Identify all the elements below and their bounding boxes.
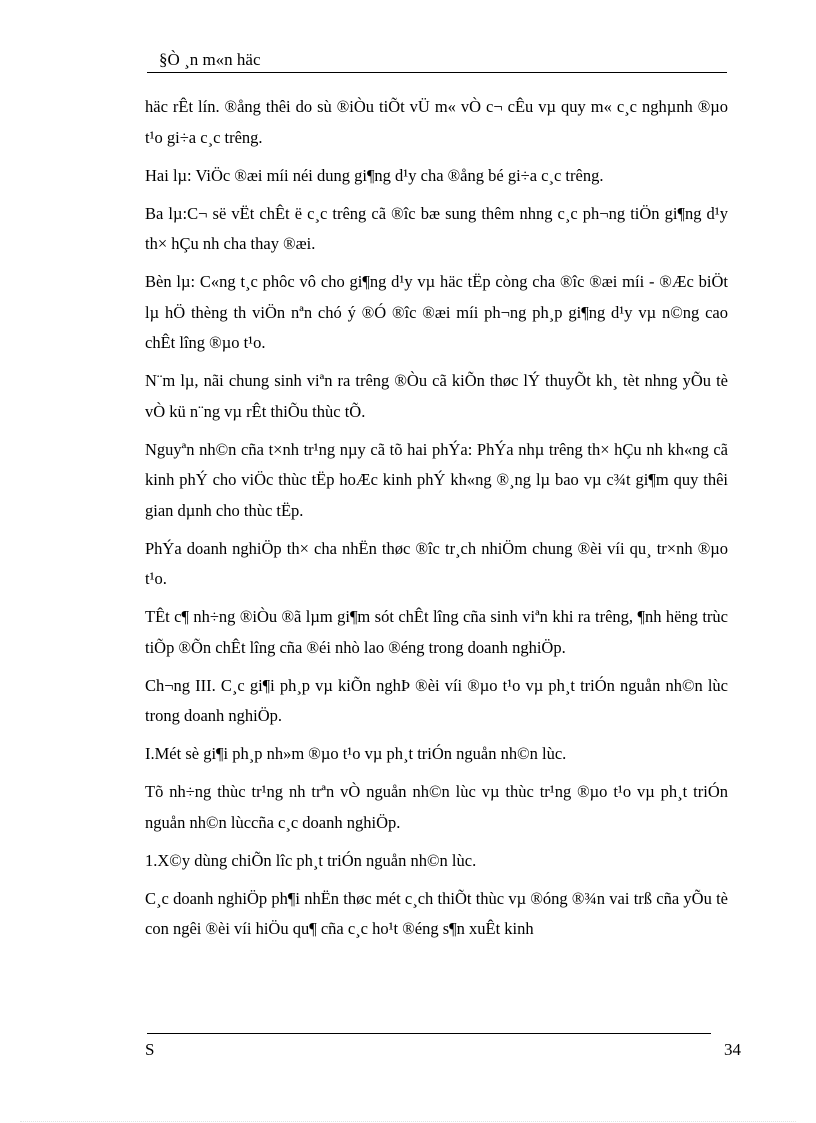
header-title: §Ò ¸n m«n häc — [159, 50, 261, 69]
paragraph: Bèn lµ: C«ng t¸c phôc vô cho gi¶ng d¹y vµ häc tËp còng cha ®îc ®æi míi - ®Æc biÖt lµ hÖ thèng th viÖn nªn chó ý ®Ó ®îc ®æi míi ph¬ng ph¸p gi¶ng d¹y vµ n©ng cao chÊt lîng ®µo t¹o. — [145, 272, 728, 352]
page-bottom-border — [20, 1121, 796, 1122]
paragraph: Tõ nh÷ng thùc tr¹ng nh trªn vÒ nguån nh©n lùc vµ thùc tr¹ng ®µo t¹o vµ ph¸t triÓn nguån nh©n lùccña c¸c doanh nghiÖp. — [145, 782, 728, 832]
section-heading: I.Mét sè gi¶i ph¸p nh»m ®µo t¹o vµ ph¸t triÓn nguån nh©n lùc. — [145, 744, 567, 763]
paragraph: PhÝa doanh nghiÖp th× cha nhËn thøc ®îc tr¸ch nhiÖm chung ®èi víi qu¸ tr×nh ®µo t¹o. — [145, 538, 728, 588]
paragraph: Hai lµ: ViÖc ®æi míi néi dung gi¶ng d¹y cha ®ång bé gi÷a c¸c trêng. — [145, 165, 604, 185]
subsection-heading: 1.X©y dùng chiÕn lîc ph¸t triÓn nguån nh©n lùc. — [145, 850, 477, 870]
paragraph: C¸c doanh nghiÖp ph¶i nhËn thøc mét c¸ch thiÕt thùc vµ ®óng ®¾n vai trß cña yÕu tè con ngêi ®èi víi hiÖu qu¶ cña c¸c ho¹t ®éng s¶n xuÊt kinh — [145, 888, 728, 938]
body-text — [145, 92, 728, 952]
page-header — [147, 50, 727, 73]
footer-left-text: S — [145, 1040, 155, 1059]
paragraph: häc rÊt lín. ®ång thêi do sù ®iÒu tiÕt vÜ m« vÒ c¬ cÊu vµ quy m« c¸c nghµnh ®µo t¹o gi÷a c¸c trêng. — [145, 97, 728, 147]
chapter-heading: Ch¬ng III. C¸c gi¶i ph¸p vµ kiÕn nghÞ ®èi víi ®µo t¹o vµ ph¸t triÓn nguån nh©n lùc trong doanh nghiÖp. — [145, 675, 728, 725]
paragraph: Nguyªn nh©n cña t×nh tr¹ng nµy cã tõ hai phÝa: PhÝa nhµ trêng th× hÇu nh kh«ng cã kinh phÝ cho viÖc thùc tËp hoÆc kinh phÝ kh«ng ®¸ng lµ bao vµ c¾t gi¶m quy thêi gian dµnh cho thùc tËp. — [145, 439, 728, 520]
paragraph: N¨m lµ, nãi chung sinh viªn ra trêng ®Òu cã kiÕn thøc lÝ thuyÕt kh¸ tèt nhng yÕu tè vÒ kü n¨ng vµ rÊt thiÕu thùc tÕ. — [145, 371, 728, 421]
paragraph: TÊt c¶ nh÷ng ®iÒu ®ã lµm gi¶m sót chÊt lîng cña sinh viªn khi ra trêng, ¶nh hëng trùc tiÕp ®Õn chÊt lîng cña ®éi nhò lao ®éng trong doanh nghiÖp. — [145, 607, 728, 657]
page-number: 34 — [724, 1040, 741, 1059]
paragraph: Ba lµ:C¬ së vËt chÊt ë c¸c trêng cã ®îc bæ sung thêm nhng c¸c ph¬ng tiÖn gi¶ng d¹y th× hÇu nh cha thay ®æi. — [145, 203, 728, 253]
footer-divider — [147, 1033, 711, 1034]
